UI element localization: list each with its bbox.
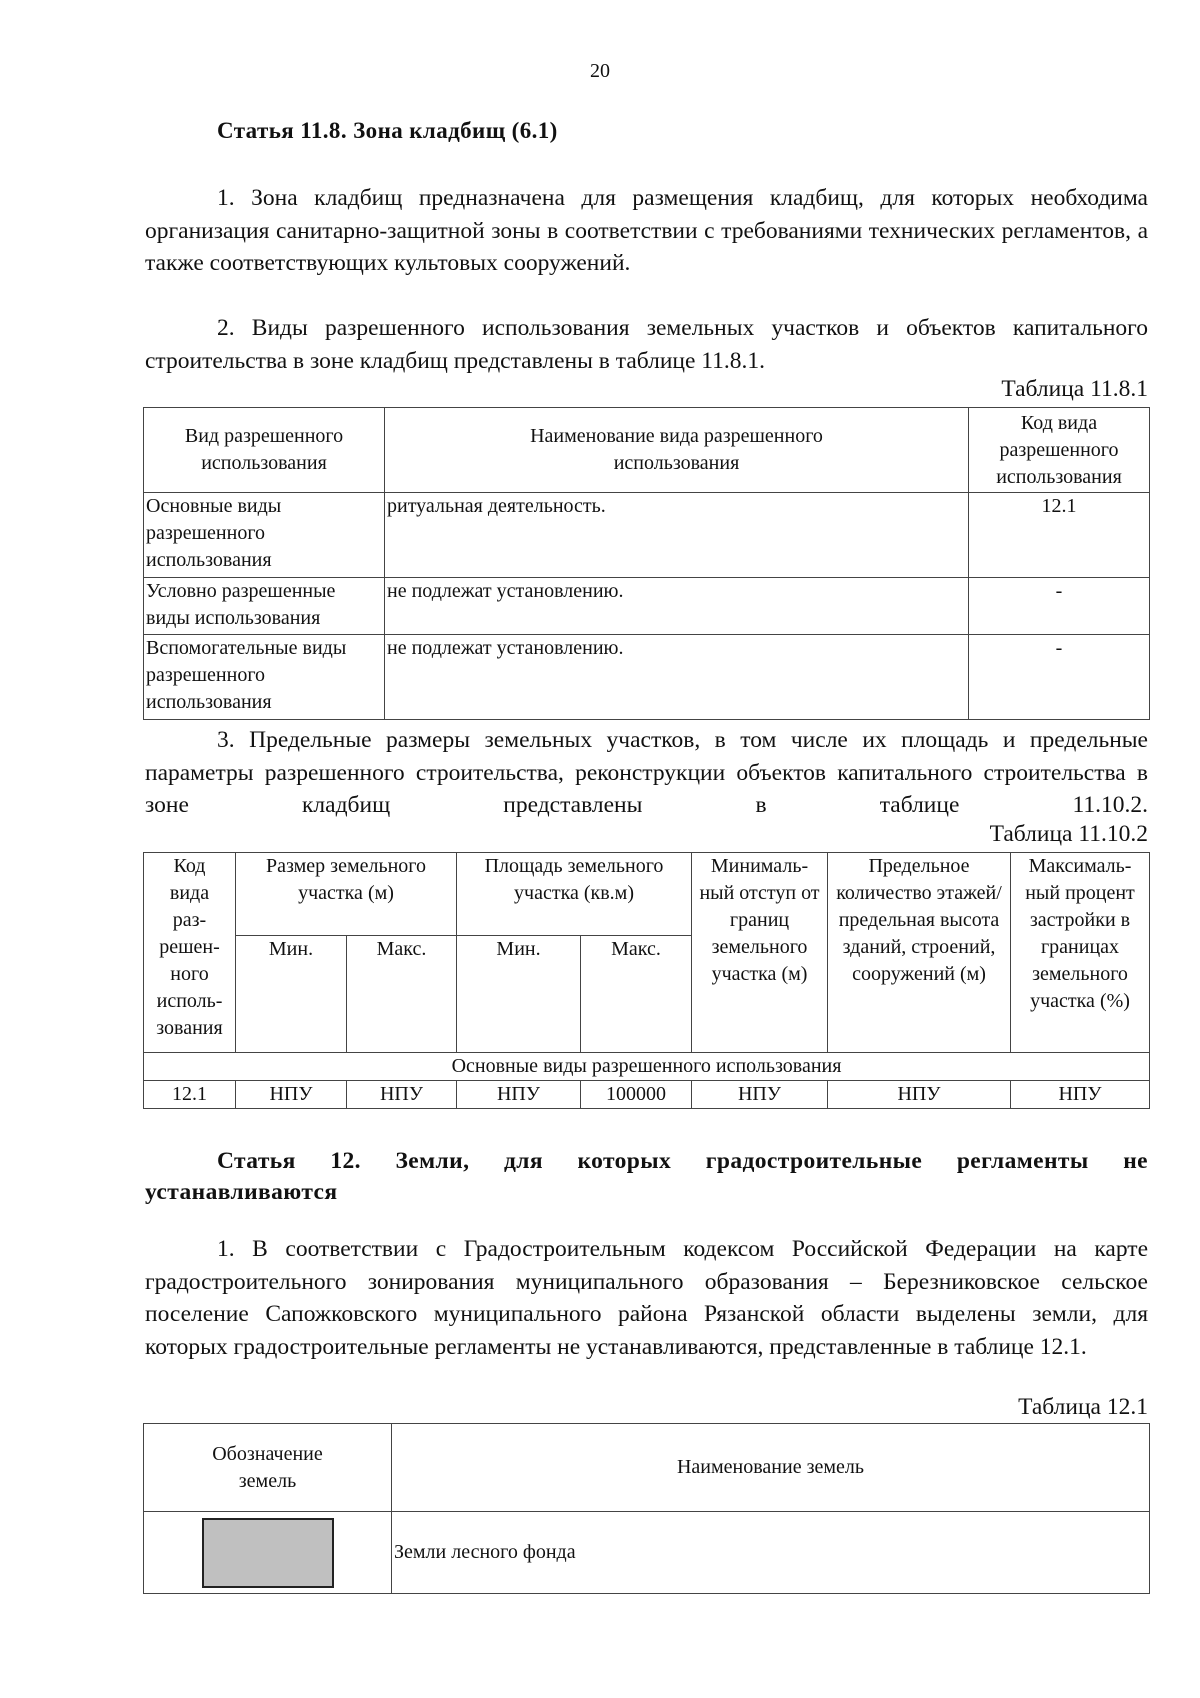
table-cell: не подлежат установлению. [385, 578, 969, 635]
table-header-cell: Вид разрешенного использования [144, 408, 385, 493]
table-header-cell: Код вида раз-решен-ного исполь-зования [144, 853, 236, 1053]
table-11-8-1-caption: Таблица 11.8.1 [1001, 376, 1148, 402]
table-cell: - [969, 578, 1150, 635]
table-header-cell: Размер земельного участка (м) [236, 853, 457, 936]
table-cell: НПУ [457, 1081, 581, 1109]
table-row [144, 635, 1150, 720]
table-header-cell: Макс. [347, 936, 457, 1053]
table-header-row [144, 853, 1150, 936]
table-section-cell: Основные виды разрешенного использования [144, 1053, 1150, 1081]
table-cell: Вспомогательные виды разрешенного использования [144, 635, 385, 720]
table-cell: ритуальная деятельность. [385, 493, 969, 578]
article-11-8-paragraph-3: 3. Предельные размеры земельных участков, в том числе их площадь и предельные параметры разрешенного строительства, реконструкции объектов капитального строительства в зоне кладбищ представлены в таблице 11.10.2. [145, 727, 1148, 818]
page-number: 20 [590, 60, 610, 82]
table-11-10-2-caption: Таблица 11.10.2 [989, 821, 1148, 847]
forest-land-swatch [202, 1518, 334, 1588]
table-row [144, 493, 1150, 578]
table-cell: НПУ [1011, 1081, 1150, 1109]
table-header-row [144, 1424, 1150, 1512]
table-row [144, 1081, 1150, 1109]
table-cell: НПУ [692, 1081, 828, 1109]
table-header-cell: Площадь земельного участка (кв.м) [457, 853, 692, 936]
table-12-1-caption: Таблица 12.1 [1018, 1394, 1148, 1420]
article-11-8-paragraph-1: 1. Зона кладбищ предназначена для размещения кладбищ, для которых необходима организация санитарно-защитной зоны в соответствии с требованиями технических регламентов, а также соответствующих культовых сооружений. [145, 185, 1148, 276]
table-row [144, 578, 1150, 635]
table-header-cell: Обозначение земель [144, 1424, 392, 1512]
table-header-cell: Мин. [457, 936, 581, 1053]
table-cell: 12.1 [144, 1081, 236, 1109]
table-header-cell: Код вида разрешенного использования [969, 408, 1150, 493]
table-header-cell: Минималь-ный отступ от границ земельного участка (м) [692, 853, 828, 1053]
table-header-cell: Наименование вида разрешенного использования [385, 408, 969, 493]
table-cell [144, 1512, 392, 1594]
table-cell: 12.1 [969, 493, 1150, 578]
table-header-row [144, 408, 1150, 493]
article-11-8-title: Статья 11.8. Зона кладбищ (6.1) [217, 118, 558, 143]
table-header-cell: Наименование земель [392, 1424, 1150, 1512]
table-header-cell: Мин. [236, 936, 347, 1053]
table-cell: не подлежат установлению. [385, 635, 969, 720]
table-row [144, 1512, 1150, 1594]
table-cell: Основные виды разрешенного использования [144, 493, 385, 578]
table-cell: Условно разрешенные виды использования [144, 578, 385, 635]
article-11-8-paragraph-2: 2. Виды разрешенного использования земельных участков и объектов капитального строительства в зоне кладбищ представлены в таблице 11.8.1. [145, 315, 1148, 374]
table-header-cell: Макс. [581, 936, 692, 1053]
table-11-8-1 [143, 407, 1150, 720]
table-cell: НПУ [236, 1081, 347, 1109]
article-12-title: Статья 12. Земли, для которых градостроительные регламенты не устанавливаются [145, 1148, 1148, 1205]
article-12-paragraph-1: 1. В соответствии с Градостроительным кодексом Российской Федерации на карте градостроительного зонирования муниципального образования – Березниковское сельское поселение Сапожковского муниципального района Рязанской области выделены земли, для которых градостроительные регламенты не устанавливаются, представленные в таблице 12.1. [145, 1236, 1148, 1360]
table-header-cell: Предельное количество этажей/ предельная высота зданий, строений, сооружений (м) [828, 853, 1011, 1053]
table-cell: - [969, 635, 1150, 720]
table-header-cell: Максималь-ный процент застройки в границах земельного участка (%) [1011, 853, 1150, 1053]
table-cell: 100000 [581, 1081, 692, 1109]
table-12-1 [143, 1423, 1150, 1594]
table-11-10-2 [143, 852, 1150, 1109]
table-section-row [144, 1053, 1150, 1081]
table-cell: Земли лесного фонда [392, 1512, 1150, 1594]
table-cell: НПУ [828, 1081, 1011, 1109]
table-cell: НПУ [347, 1081, 457, 1109]
